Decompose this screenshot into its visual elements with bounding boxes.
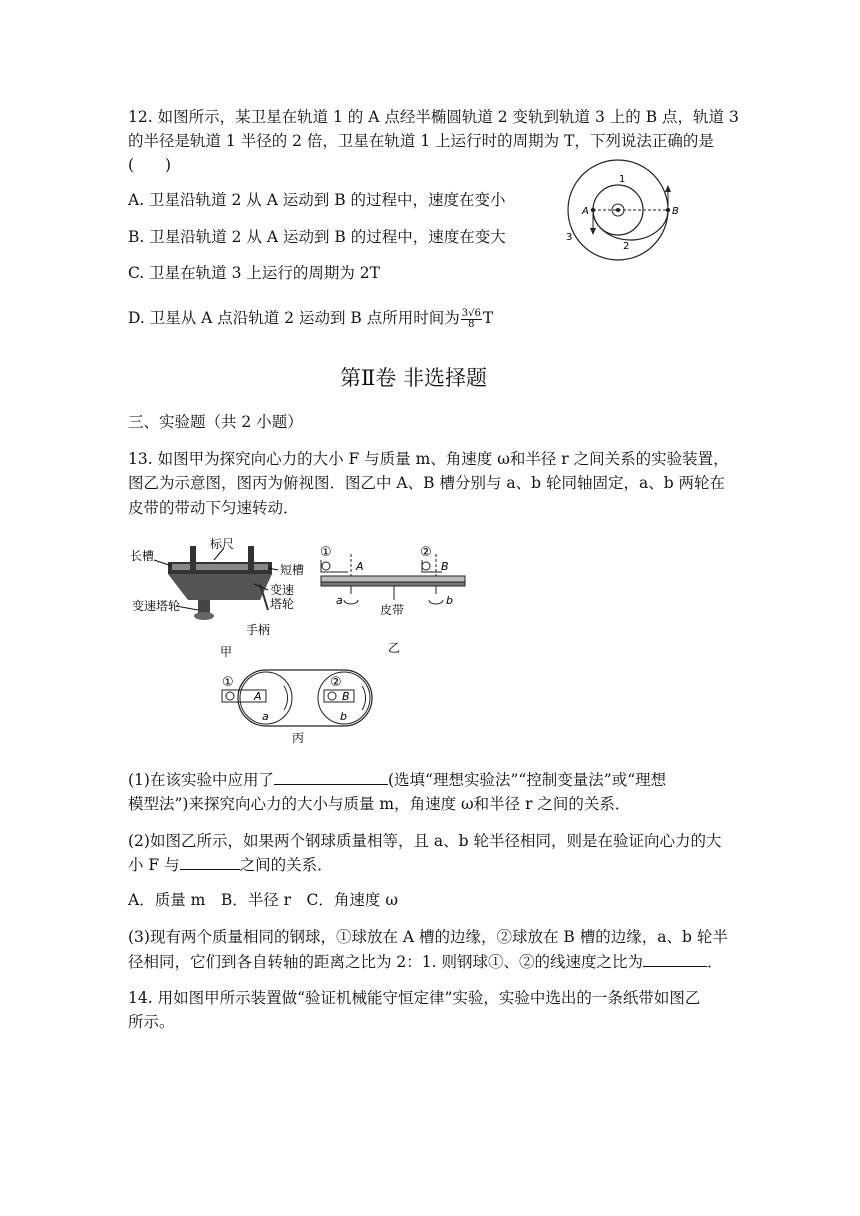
pulley-strip xyxy=(321,582,465,586)
ball-2-top xyxy=(328,692,336,700)
q13-part2-line2 xyxy=(128,853,333,877)
label-2: 2 xyxy=(623,241,630,252)
point-b xyxy=(666,208,670,212)
orbit-diagram xyxy=(560,158,695,263)
q12-option-d-text: D. 卫星从 A 点沿轨道 2 运动到 B 点所用时间为 xyxy=(128,309,460,327)
caption-bing: 丙 xyxy=(292,731,305,745)
section-heading: 三、实验题（共 2 小题） xyxy=(128,413,303,431)
label-wheel-b-top: b xyxy=(340,710,347,723)
label-wheel-a-top: a xyxy=(262,710,269,723)
label-biansu: 变速 xyxy=(270,583,295,597)
label-belt: 皮带 xyxy=(380,603,405,617)
q12-option-b: B. 卫星沿轨道 2 从 A 运动到 B 的过程中，速度在变大 xyxy=(128,228,506,246)
label-b: B xyxy=(672,206,679,217)
ruler-right xyxy=(248,546,254,574)
caption-yi: 乙 xyxy=(388,641,401,655)
label-biaochi: 标尺 xyxy=(210,538,235,551)
q13-part3-text-end: ． xyxy=(707,953,723,971)
fraction xyxy=(461,309,482,330)
q12-line2: 的半径是轨道 1 半径的 2 倍，卫星在轨道 1 上运行时的周期为 T，下列说法正确的是 xyxy=(128,132,714,150)
ball-1-label: ① xyxy=(320,545,332,560)
q12-option-a: A. 卫星沿轨道 2 从 A 运动到 B 的过程中，速度在变小 xyxy=(128,191,506,209)
q12-option-d xyxy=(128,306,493,330)
q14-line1: 14. 用如图甲所示装置做“验证机械能守恒定律”实验，实验中选出的一条纸带如图乙 xyxy=(128,989,701,1007)
q13-part2-text: 小 F 与 xyxy=(128,856,180,874)
q13-part3-text: 径相同，它们到各自转轴的距离之比为 2：1. 则钢球①、②的线速度之比为 xyxy=(128,953,644,971)
label-b-slot: B xyxy=(441,560,449,573)
q13-part1-line1 xyxy=(128,768,666,792)
arrowhead-up-icon xyxy=(665,185,671,192)
answer-blank-2[interactable] xyxy=(180,853,240,870)
q13-part2-options: A．质量 m B．半径 r C．角速度 ω xyxy=(128,891,398,909)
base-body xyxy=(168,574,272,600)
answer-blank-1[interactable] xyxy=(274,768,388,785)
tower-pulley xyxy=(194,612,214,620)
section-title: 第Ⅱ卷 非选择题 xyxy=(340,366,487,390)
belt-strip xyxy=(321,576,465,582)
label-shoubing: 手柄 xyxy=(246,623,271,637)
label-wheel-b: b xyxy=(446,594,453,607)
q13-part1-text-cont: (选填“理想实验法”“控制变量法”或“理想 xyxy=(387,771,667,789)
q13-line3: 皮带的带动下匀速转动． xyxy=(128,499,299,517)
label-a-top: A xyxy=(254,690,262,703)
arrowhead-down-icon xyxy=(590,228,596,235)
q13-part2-text-cont: 之间的关系． xyxy=(239,856,333,874)
apparatus-figure-jia xyxy=(128,538,318,663)
ball-1-top xyxy=(226,692,234,700)
label-a-slot: A xyxy=(356,560,364,573)
fraction-denominator: 8 xyxy=(468,318,475,330)
label-1: 1 xyxy=(619,174,626,185)
q13-line1: 13. 如图甲为探究向心力的大小 F 与质量 m、角速度 ω和半径 r 之间关系的实验装置， xyxy=(128,450,729,468)
q13-part3-line1: (3)现有两个质量相同的钢球，①球放在 A 槽的边缘，②球放在 B 槽的边缘，a、b 轮半 xyxy=(128,928,728,946)
ball-1 xyxy=(322,562,330,570)
q13-line2: 图乙为示意图，图丙为俯视图．图乙中 A、B 槽分别与 a、b 轮同轴固定，a、b 两轮在 xyxy=(128,474,726,492)
q13-part1-line2: 模型法”)来探究向心力的大小与质量 m，角速度 ω和半径 r 之间的关系． xyxy=(128,795,631,813)
label-wheel-a: a xyxy=(336,594,343,607)
q14-line2: 所示。 xyxy=(128,1013,175,1031)
q13-part1-text: (1)在该实验中应用了 xyxy=(128,771,274,789)
rotation-arrow-icon xyxy=(362,686,366,710)
q12-option-c: C. 卫星在轨道 3 上运行的周期为 2T xyxy=(128,264,381,282)
q12-option-d-unit: T xyxy=(482,309,494,327)
ball-2-label: ② xyxy=(420,545,432,560)
ball-2 xyxy=(422,562,430,570)
q12-line1: 12. 如图所示，某卫星在轨道 1 的 A 点经半椭圆轨道 2 变轨到轨道 3 上的 B 点，轨道 3 xyxy=(128,108,739,126)
q13-part2-line1: (2)如图乙所示，如果两个钢球质量相等，且 a、b 轮半径相同，则是在验证向心力的大 xyxy=(128,832,722,850)
caption-jia: 甲 xyxy=(220,645,233,659)
label-3: 3 xyxy=(566,232,573,243)
orbit-2 xyxy=(593,210,668,240)
top-view-figure-bing xyxy=(218,666,388,746)
schematic-figure-yi xyxy=(318,542,478,662)
label-b-top: B xyxy=(342,690,350,703)
label-changcao: 长槽 xyxy=(130,549,155,563)
ruler-left xyxy=(190,546,196,574)
earth-center xyxy=(616,208,620,212)
fraction-numerator: 3√6 xyxy=(461,307,481,319)
point-a xyxy=(591,208,595,212)
q12-line3: ( ) xyxy=(128,156,172,174)
label-a: A xyxy=(582,206,589,217)
rotation-arrow-icon xyxy=(284,686,288,710)
rotation-arrow-icon xyxy=(344,600,358,604)
ball-2-label-top: ② xyxy=(330,675,342,690)
label-talun: 塔轮 xyxy=(270,597,295,611)
answer-blank-3[interactable] xyxy=(643,950,707,967)
rotation-arrow-icon xyxy=(429,600,443,604)
q13-part3-line2 xyxy=(128,950,723,974)
label-biansu-talun: 变速塔轮 xyxy=(132,599,181,613)
ball-1-label-top: ① xyxy=(222,675,234,690)
label-duancao: 短槽 xyxy=(280,563,305,577)
